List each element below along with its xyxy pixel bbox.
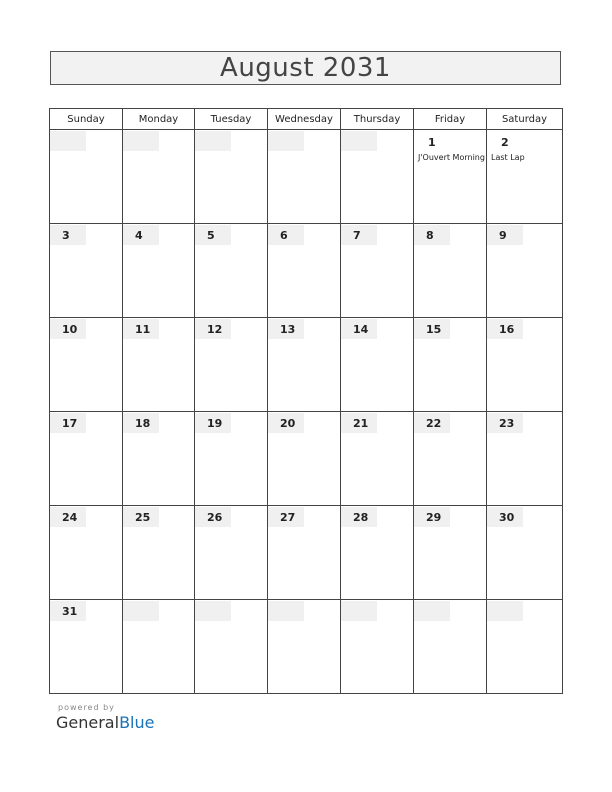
day-number: 2 [487, 131, 523, 151]
calendar-day-cell [414, 318, 487, 412]
calendar-day-cell [268, 600, 341, 694]
calendar-day-cell [123, 224, 195, 318]
calendar-day-cell [487, 600, 563, 694]
calendar-day-cell [268, 130, 341, 224]
calendar-day-cell [195, 318, 268, 412]
day-number: 26 [195, 507, 231, 527]
brand-general: General [56, 713, 120, 732]
day-number: 15 [414, 319, 450, 339]
calendar-day-cell [414, 506, 487, 600]
calendar-day-cell [50, 318, 123, 412]
day-number [341, 131, 377, 151]
calendar-day-cell [414, 600, 487, 694]
powered-by-text: powered by [58, 703, 115, 712]
weekday-header-tuesday: Tuesday [195, 109, 268, 130]
weekday-header-row [50, 109, 563, 130]
brand-logo [56, 713, 154, 732]
day-number [268, 601, 304, 621]
calendar-week-row [50, 224, 563, 318]
calendar-day-cell [414, 130, 487, 224]
calendar-day-cell [487, 130, 563, 224]
day-number [195, 601, 231, 621]
calendar-day-cell [195, 130, 268, 224]
calendar-week-row [50, 600, 563, 694]
day-number: 17 [50, 413, 86, 433]
day-number: 16 [487, 319, 523, 339]
weekday-header-saturday: Saturday [487, 109, 563, 130]
calendar-day-cell [268, 224, 341, 318]
day-number: 12 [195, 319, 231, 339]
calendar-day-cell [50, 130, 123, 224]
weekday-header-thursday: Thursday [341, 109, 414, 130]
weekday-header-friday: Friday [414, 109, 487, 130]
calendar-week-row [50, 506, 563, 600]
day-number: 30 [487, 507, 523, 527]
calendar-day-cell [50, 412, 123, 506]
day-number: 11 [123, 319, 159, 339]
day-number: 29 [414, 507, 450, 527]
day-number: 9 [487, 225, 523, 245]
calendar-title-box [50, 51, 561, 85]
calendar-day-cell [195, 600, 268, 694]
weekday-header-wednesday: Wednesday [268, 109, 341, 130]
calendar-day-cell [341, 130, 414, 224]
calendar-day-cell [341, 506, 414, 600]
day-number: 20 [268, 413, 304, 433]
holiday-event: Last Lap [491, 153, 525, 162]
footer-branding [56, 703, 154, 732]
day-number: 28 [341, 507, 377, 527]
calendar-day-cell [50, 224, 123, 318]
calendar-day-cell [123, 412, 195, 506]
day-number: 8 [414, 225, 450, 245]
calendar-day-cell [268, 412, 341, 506]
day-number: 27 [268, 507, 304, 527]
calendar-day-cell [341, 412, 414, 506]
day-number: 1 [414, 131, 450, 151]
calendar-day-cell [195, 412, 268, 506]
day-number [487, 601, 523, 621]
day-number: 10 [50, 319, 86, 339]
calendar-grid [49, 108, 563, 694]
calendar-day-cell [195, 506, 268, 600]
calendar-day-cell [268, 318, 341, 412]
weekday-header-monday: Monday [123, 109, 195, 130]
day-number: 24 [50, 507, 86, 527]
day-number: 25 [123, 507, 159, 527]
calendar-day-cell [123, 600, 195, 694]
calendar-day-cell [123, 130, 195, 224]
day-number: 22 [414, 413, 450, 433]
calendar-day-cell [195, 224, 268, 318]
day-number: 18 [123, 413, 159, 433]
calendar-day-cell [123, 506, 195, 600]
holiday-event: J'Ouvert Morning [418, 153, 485, 162]
calendar-day-cell [123, 318, 195, 412]
calendar-day-cell [268, 506, 341, 600]
calendar-day-cell [341, 318, 414, 412]
day-number [123, 601, 159, 621]
day-number: 14 [341, 319, 377, 339]
day-number [268, 131, 304, 151]
calendar-body [50, 130, 563, 694]
day-number: 31 [50, 601, 86, 621]
calendar-day-cell [487, 412, 563, 506]
calendar-day-cell [414, 224, 487, 318]
day-number: 6 [268, 225, 304, 245]
weekday-header-sunday: Sunday [50, 109, 123, 130]
day-number [50, 131, 86, 151]
day-number: 5 [195, 225, 231, 245]
day-number: 3 [50, 225, 86, 245]
day-number [414, 601, 450, 621]
calendar-day-cell [487, 224, 563, 318]
calendar-day-cell [414, 412, 487, 506]
day-number [123, 131, 159, 151]
day-number: 23 [487, 413, 523, 433]
calendar-day-cell [487, 506, 563, 600]
day-number [341, 601, 377, 621]
day-number [195, 131, 231, 151]
calendar-title: August 2031 [220, 53, 391, 83]
calendar-day-cell [487, 318, 563, 412]
brand-blue: Blue [119, 713, 155, 732]
day-number: 19 [195, 413, 231, 433]
calendar-day-cell [341, 224, 414, 318]
day-number: 21 [341, 413, 377, 433]
calendar-week-row [50, 318, 563, 412]
calendar-week-row [50, 412, 563, 506]
calendar-day-cell [50, 600, 123, 694]
calendar-day-cell [341, 600, 414, 694]
day-number: 7 [341, 225, 377, 245]
calendar-week-row [50, 130, 563, 224]
day-number: 4 [123, 225, 159, 245]
calendar-day-cell [50, 506, 123, 600]
day-number: 13 [268, 319, 304, 339]
